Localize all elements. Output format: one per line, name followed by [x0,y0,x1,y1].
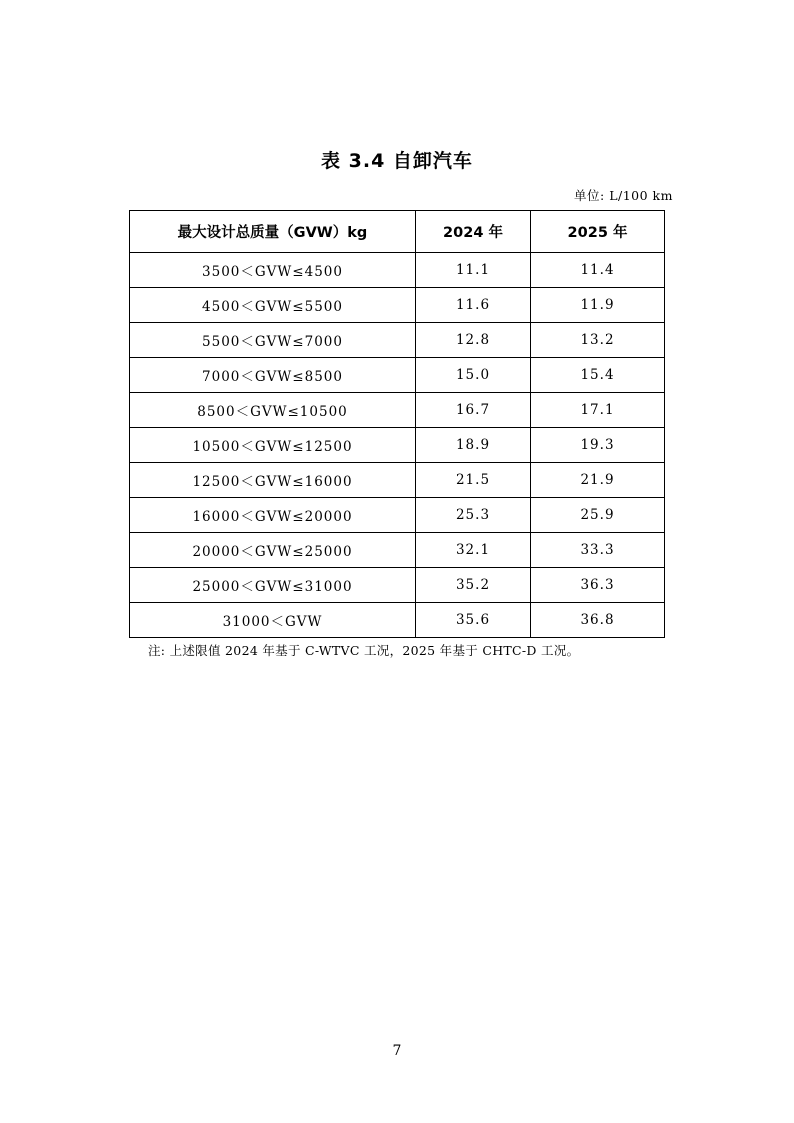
limit-2024-cell: 25.3 [416,498,531,533]
limit-2024-cell: 11.6 [416,288,531,323]
limit-2024-cell: 35.2 [416,568,531,603]
limit-2025-cell: 11.4 [531,253,665,288]
limit-2024-cell: 32.1 [416,533,531,568]
limit-2024-cell: 11.1 [416,253,531,288]
limit-2024-cell: 12.8 [416,323,531,358]
table-title: 表 3.4 自卸汽车 [321,150,473,172]
table-row [130,463,665,498]
limit-2025-cell: 11.9 [531,288,665,323]
gvw-range-cell: 20000＜GVW≤25000 [130,533,416,568]
gvw-range-cell: 16000＜GVW≤20000 [130,498,416,533]
table-row [130,358,665,393]
gvw-range-cell: 7000＜GVW≤8500 [130,358,416,393]
limit-2025-cell: 33.3 [531,533,665,568]
table-note: 注: 上述限值 2024 年基于 C-WTVC 工况，2025 年基于 CHTC-D 工况。 [148,643,580,658]
table-row [130,498,665,533]
limit-2024-cell: 21.5 [416,463,531,498]
gvw-range-cell: 12500＜GVW≤16000 [130,463,416,498]
gvw-range-cell: 4500＜GVW≤5500 [130,288,416,323]
limit-2025-cell: 36.3 [531,568,665,603]
gvw-range-cell: 3500＜GVW≤4500 [130,253,416,288]
limit-2024-cell: 16.7 [416,393,531,428]
limit-2025-cell: 15.4 [531,358,665,393]
limit-2024-cell: 18.9 [416,428,531,463]
table-row [130,323,665,358]
table-row [130,393,665,428]
unit-label: 单位: L/100 km [574,188,673,203]
gvw-range-cell: 8500＜GVW≤10500 [130,393,416,428]
header-gvw: 最大设计总质量（GVW）kg [130,211,416,253]
table-row [130,428,665,463]
header-2025: 2025 年 [531,211,665,253]
limit-2025-cell: 13.2 [531,323,665,358]
limit-2025-cell: 17.1 [531,393,665,428]
table-row [130,568,665,603]
table-header-row [130,211,665,253]
limit-2025-cell: 25.9 [531,498,665,533]
limit-2024-cell: 35.6 [416,603,531,638]
table-row [130,253,665,288]
fuel-limit-table [129,210,665,638]
gvw-range-cell: 31000＜GVW [130,603,416,638]
table-row [130,603,665,638]
limit-2025-cell: 21.9 [531,463,665,498]
limit-2025-cell: 19.3 [531,428,665,463]
gvw-range-cell: 10500＜GVW≤12500 [130,428,416,463]
table-row [130,288,665,323]
table-row [130,533,665,568]
limit-2024-cell: 15.0 [416,358,531,393]
page-number: 7 [392,1043,402,1059]
header-2024: 2024 年 [416,211,531,253]
gvw-range-cell: 25000＜GVW≤31000 [130,568,416,603]
gvw-range-cell: 5500＜GVW≤7000 [130,323,416,358]
limit-2025-cell: 36.8 [531,603,665,638]
